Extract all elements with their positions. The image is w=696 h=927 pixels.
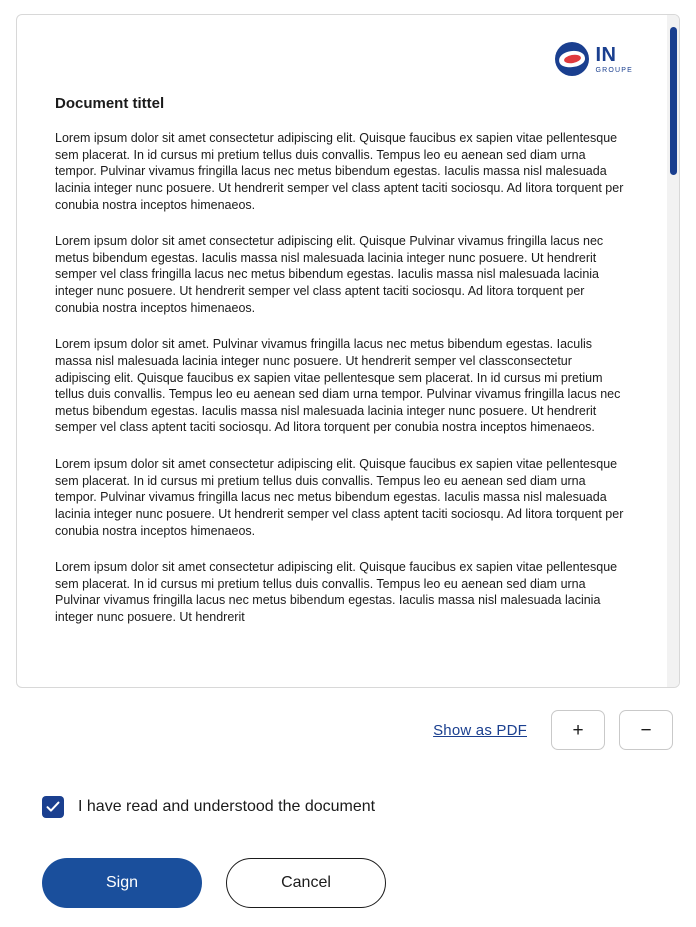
zoom-out-button[interactable]: − <box>619 710 673 750</box>
document-paragraph: Lorem ipsum dolor sit amet consectetur adipiscing elit. Quisque Pulvinar vivamus fringilla lacus nec metus bibendum egestas. Iaculis massa nisl malesuada lacinia integer nunc posuere. Ut hendrerit semper vel class fringilla lacus nec metus bibendum egestas. Iaculis massa nisl malesuada lacinia integer nunc posuere. Ut hendrerit semper vel class aptent taciti sociosqu. Ad litora torquent per conubia nostra inceptos himenaeos. <box>55 234 604 315</box>
document-paragraph: Lorem ipsum dolor sit amet consectetur adipiscing elit. Quisque faucibus ex sapien vitae pellentesque sem placerat. In id cursus mi pretium tellus duis convallis. Tempus leo eu aenean sed diam urna Pulvinar vivamus fringilla lacus nec metus bibendum egestas. Iaculis massa nisl malesuada lacinia integer nunc posuere. Ut hendrerit <box>55 560 618 624</box>
sign-button[interactable]: Sign <box>42 858 202 908</box>
cancel-button[interactable]: Cancel <box>226 858 386 908</box>
document-scrollbar[interactable] <box>667 15 679 687</box>
document-logo-row <box>41 37 639 81</box>
document-body <box>55 130 625 626</box>
document-paragraph: Lorem ipsum dolor sit amet consectetur adipiscing elit. Quisque faucibus ex sapien vitae pellentesque sem placerat. In id cursus mi pretium tellus duis convallis. Tempus leo eu aenean sed diam urna tempor. Pulvinar vivamus fringilla lacus nec metus bibendum egestas. Iaculis massa nisl malesuada lacinia integer nunc posuere. Ut hendrerit semper vel class aptent taciti sociosqu. Ad litora torquent per conubia nostra inceptos himenaeos. <box>55 131 624 212</box>
consent-checkbox[interactable] <box>42 796 64 818</box>
action-buttons <box>42 858 680 908</box>
logo-text <box>595 45 633 74</box>
in-groupe-mark-icon <box>555 42 589 76</box>
logo-subbrand: GROUPE <box>595 66 633 74</box>
consent-row <box>42 796 680 818</box>
document-viewer <box>16 14 680 688</box>
document-paragraph: Lorem ipsum dolor sit amet. Pulvinar vivamus fringilla lacus nec metus bibendum egestas. Iaculis massa nisl malesuada lacinia integer nunc posuere. Ut hendrerit semper vel classconsectetur adipiscing elit. Quisque faucibus ex sapien vitae pellentesque sem placerat. In id cursus mi pretium tellus duis convallis. Tempus leo eu aenean sed diam urna tempor. Pulvinar vivamus fringilla lacus nec metus bibendum egestas. Iaculis massa nisl malesuada lacinia integer nunc posuere. Ut hendrerit semper vel class aptent taciti sociosqu. Ad litora torquent per conubia nostra inceptos himenaeos. <box>55 337 621 435</box>
document-title: Document tittel <box>55 95 165 112</box>
viewer-controls <box>16 710 680 750</box>
document-page <box>17 15 667 687</box>
in-groupe-logo <box>555 42 633 76</box>
check-icon <box>46 800 60 814</box>
logo-brand: IN <box>595 43 617 66</box>
document-scrollbar-thumb[interactable] <box>670 27 677 175</box>
consent-label: I have read and understood the document <box>78 798 376 815</box>
zoom-in-button[interactable]: + <box>551 710 605 750</box>
document-paragraph: Lorem ipsum dolor sit amet consectetur adipiscing elit. Quisque faucibus ex sapien vitae pellentesque sem placerat. In id cursus mi pretium tellus duis convallis. Tempus leo eu aenean sed diam urna tempor. Pulvinar vivamus fringilla lacus nec metus bibendum egestas. Iaculis massa nisl malesuada lacinia integer nunc posuere. Ut hendrerit semper vel class aptent taciti sociosqu. Ad litora torquent per conubia nostra inceptos himenaeos. <box>55 457 624 538</box>
show-as-pdf-link[interactable]: Show as PDF <box>433 721 527 739</box>
